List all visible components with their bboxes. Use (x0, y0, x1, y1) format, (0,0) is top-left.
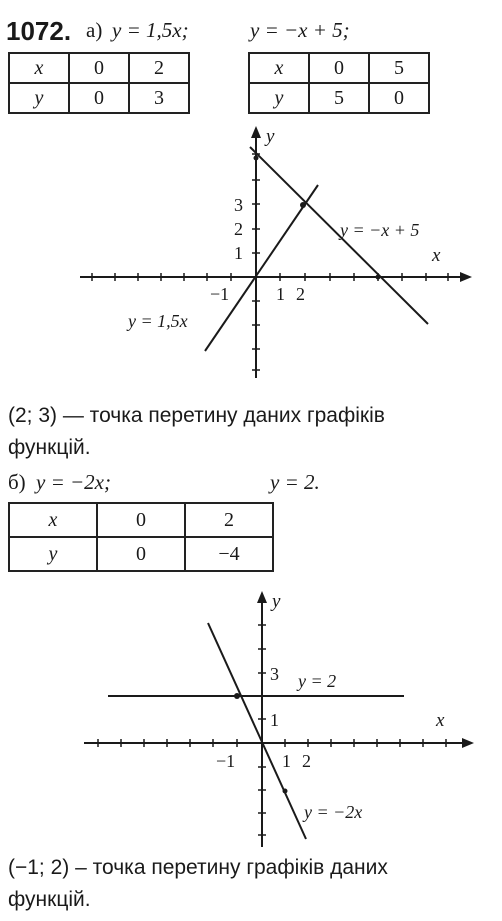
table-header-x: x (9, 53, 69, 83)
line-label-2: y = −2x (304, 802, 363, 822)
table-a-2 (248, 52, 430, 114)
part-b-equation-1: y = −2x; (36, 470, 111, 494)
y-axis-label: y (266, 126, 275, 147)
table-cell: 0 (309, 53, 369, 83)
tick-label-x1: 1 (276, 284, 285, 304)
table-cell: 2 (185, 503, 273, 537)
conclusion-a-line-2: функцій. (8, 436, 91, 459)
table-cell: −4 (185, 537, 273, 571)
problem-number: 1072. (6, 16, 72, 46)
tick-label-y3: 3 (270, 664, 279, 684)
conclusion-a-line-1: (2; 3) — точка перетину даних графіків (8, 404, 385, 427)
table-cell: 0 (69, 53, 129, 83)
table-cell: 0 (69, 83, 129, 113)
table-header-y: y (9, 537, 97, 571)
tick-label-y1: 1 (270, 710, 279, 730)
point-5-0 (376, 275, 381, 280)
line-y-1-5x (205, 185, 318, 351)
tick-label-x1: 1 (282, 751, 291, 771)
y-axis-arrow-icon (257, 591, 267, 603)
intersection-point (234, 693, 240, 699)
graph-b (0, 585, 502, 855)
table-header-y: y (9, 83, 69, 113)
tick-label-y2: 2 (234, 219, 243, 239)
x-axis-label: x (432, 245, 441, 266)
table-cell: 3 (129, 83, 189, 113)
table-cell: 2 (129, 53, 189, 83)
x-axis-arrow-icon (460, 272, 472, 282)
table-cell: 0 (97, 537, 185, 571)
part-a-equation-1: y = 1,5x; (112, 18, 189, 42)
table-cell: 5 (369, 53, 429, 83)
table-a-1 (8, 52, 190, 114)
table-header-x: x (249, 53, 309, 83)
y-axis-label: y (272, 591, 281, 612)
table-cell: 5 (309, 83, 369, 113)
tick-label-x-neg1: −1 (210, 284, 230, 304)
table-b (8, 502, 274, 572)
conclusion-b-line-2: функцій. (8, 888, 91, 911)
line-label-1: y = 1,5x (128, 311, 188, 331)
tick-label-y1: 1 (234, 243, 243, 263)
part-a-label: а) (86, 18, 103, 42)
line-y-neg-2x (208, 623, 306, 839)
point-2-neg4 (283, 789, 288, 794)
table-cell: 0 (369, 83, 429, 113)
line-label-2: y = −x + 5 (340, 220, 420, 240)
y-axis-arrow-icon (251, 126, 261, 138)
tick-label-x-neg1: −1 (216, 751, 236, 771)
x-axis-arrow-icon (462, 738, 474, 748)
part-a-equation-2: y = −x + 5; (250, 18, 350, 42)
line-label-1: y = 2 (298, 671, 337, 691)
table-header-y: y (249, 83, 309, 113)
table-cell: 0 (97, 503, 185, 537)
point-0-5 (254, 156, 259, 161)
conclusion-b-line-1: (−1; 2) – точка перетину графіків даних (8, 856, 388, 879)
tick-label-x2: 2 (296, 284, 305, 304)
graph-a (0, 120, 502, 390)
x-axis-label: x (436, 710, 445, 731)
part-b-label: б) (8, 470, 26, 494)
tick-label-y3: 3 (234, 195, 243, 215)
table-header-x: x (9, 503, 97, 537)
part-b-equation-2: y = 2. (270, 470, 320, 494)
tick-label-x2: 2 (302, 751, 311, 771)
intersection-point (300, 202, 306, 208)
